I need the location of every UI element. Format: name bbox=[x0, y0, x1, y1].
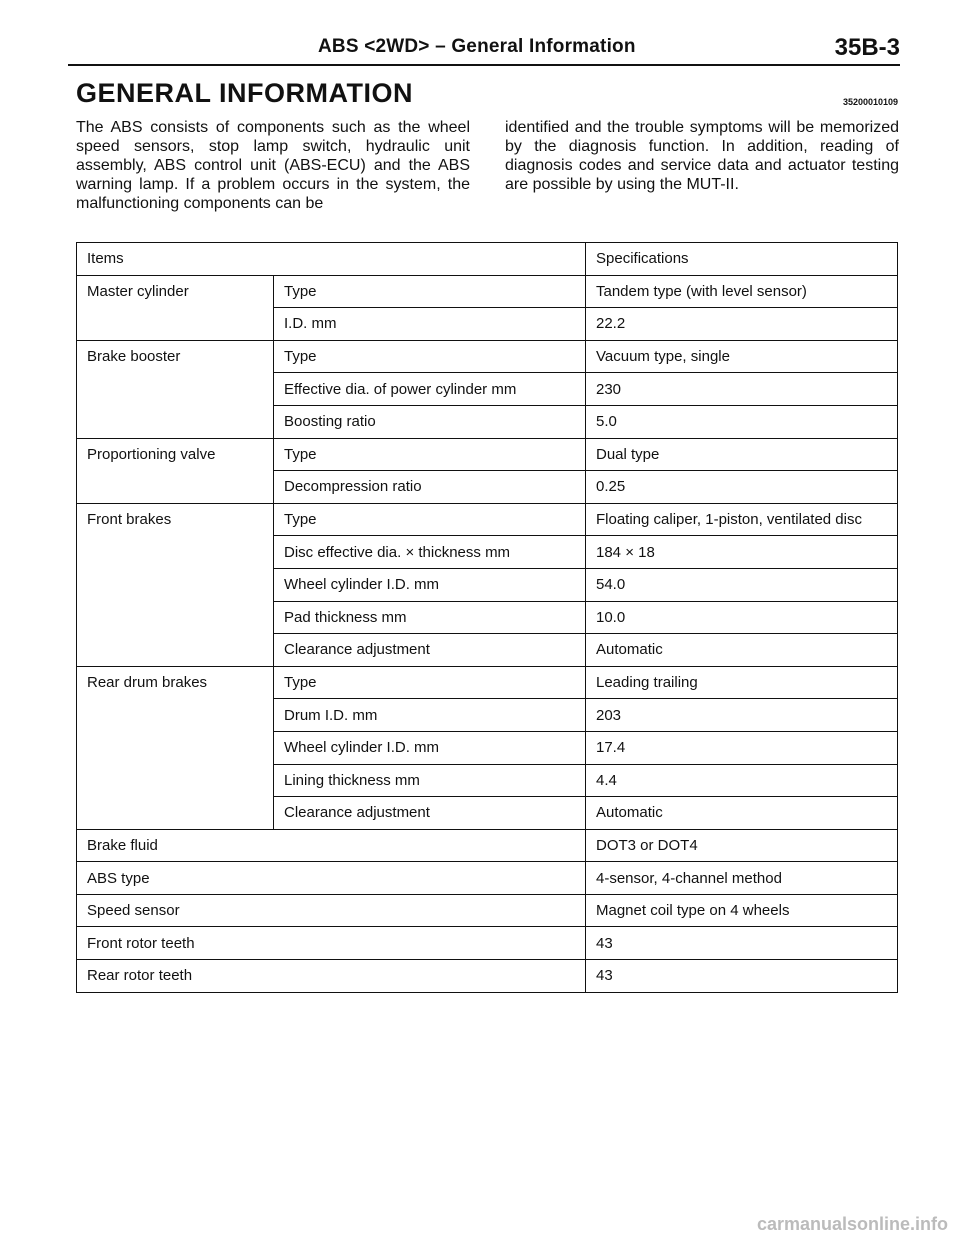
spec-cell: 10.0 bbox=[586, 601, 898, 634]
item-cell: Disc effective dia. × thickness mm bbox=[274, 536, 586, 569]
item-cell: ABS type bbox=[77, 862, 586, 895]
table-row bbox=[77, 960, 898, 993]
table-row bbox=[77, 829, 898, 862]
spec-cell: 17.4 bbox=[586, 731, 898, 764]
spec-cell: Tandem type (with level sensor) bbox=[586, 275, 898, 308]
item-cell: Boosting ratio bbox=[274, 405, 586, 438]
spec-cell: 22.2 bbox=[586, 308, 898, 341]
group-label: Front brakes bbox=[77, 503, 274, 666]
item-cell: Type bbox=[274, 503, 586, 536]
item-cell: Type bbox=[274, 340, 586, 373]
spec-cell: 43 bbox=[586, 960, 898, 993]
table-row bbox=[77, 438, 898, 471]
group-label: Master cylinder bbox=[77, 275, 274, 340]
spec-cell: Automatic bbox=[586, 797, 898, 830]
specifications-header: Specifications bbox=[586, 243, 898, 276]
spec-cell: Floating caliper, 1-piston, ventilated disc bbox=[586, 503, 898, 536]
item-cell: Front rotor teeth bbox=[77, 927, 586, 960]
spec-cell: 230 bbox=[586, 373, 898, 406]
item-cell: Pad thickness mm bbox=[274, 601, 586, 634]
header-rule bbox=[68, 64, 900, 66]
table-row bbox=[77, 275, 898, 308]
group-label: Brake booster bbox=[77, 340, 274, 438]
item-cell: Type bbox=[274, 438, 586, 471]
item-cell: I.D. mm bbox=[274, 308, 586, 341]
group-label: Proportioning valve bbox=[77, 438, 274, 503]
spec-cell: 0.25 bbox=[586, 471, 898, 504]
item-cell: Clearance adjustment bbox=[274, 634, 586, 667]
item-cell: Rear rotor teeth bbox=[77, 960, 586, 993]
spec-cell: 54.0 bbox=[586, 568, 898, 601]
specifications-table bbox=[76, 242, 898, 993]
page-number: 35B-3 bbox=[834, 34, 900, 61]
spec-cell: Leading trailing bbox=[586, 666, 898, 699]
footer-watermark: carmanualsonline.info bbox=[756, 1214, 948, 1234]
table-row bbox=[77, 340, 898, 373]
header-title: ABS <2WD> – General Information bbox=[318, 36, 636, 57]
spec-cell: 203 bbox=[586, 699, 898, 732]
spec-cell: 43 bbox=[586, 927, 898, 960]
item-cell: Wheel cylinder I.D. mm bbox=[274, 568, 586, 601]
spec-cell: Vacuum type, single bbox=[586, 340, 898, 373]
item-cell: Brake fluid bbox=[77, 829, 586, 862]
item-cell: Lining thickness mm bbox=[274, 764, 586, 797]
spec-cell: 5.0 bbox=[586, 405, 898, 438]
spec-cell: Magnet coil type on 4 wheels bbox=[586, 894, 898, 927]
spec-cell: 184 × 18 bbox=[586, 536, 898, 569]
items-header: Items bbox=[77, 243, 586, 276]
table-row bbox=[77, 666, 898, 699]
table-row bbox=[77, 894, 898, 927]
item-cell: Drum I.D. mm bbox=[274, 699, 586, 732]
item-cell: Wheel cylinder I.D. mm bbox=[274, 731, 586, 764]
reference-code: 35200010109 bbox=[842, 97, 898, 107]
spec-cell: Automatic bbox=[586, 634, 898, 667]
spec-cell: Dual type bbox=[586, 438, 898, 471]
spec-cell: DOT3 or DOT4 bbox=[586, 829, 898, 862]
page-header bbox=[68, 34, 900, 66]
group-label: Rear drum brakes bbox=[77, 666, 274, 829]
item-cell: Decompression ratio bbox=[274, 471, 586, 504]
spec-cell: 4-sensor, 4-channel method bbox=[586, 862, 898, 895]
spec-cell: 4.4 bbox=[586, 764, 898, 797]
table-row bbox=[77, 503, 898, 536]
item-cell: Type bbox=[274, 666, 586, 699]
table-row bbox=[77, 927, 898, 960]
item-cell: Effective dia. of power cylinder mm bbox=[274, 373, 586, 406]
item-cell: Clearance adjustment bbox=[274, 797, 586, 830]
item-cell: Speed sensor bbox=[77, 894, 586, 927]
intro-text-left: The ABS consists of components such as the wheel speed sensors, stop lamp switch, hydraulic unit assembly, ABS control unit (ABS-ECU) and the ABS warning lamp. If a problem occurs in the system, the malfunctioning components can be bbox=[76, 119, 470, 212]
intro-text-right: identified and the trouble symptoms will be memorized by the diagnosis function. In addition, reading of diagnosis codes and service data and actuator testing are possible by using the MUT-II. bbox=[505, 119, 899, 193]
item-cell: Type bbox=[274, 275, 586, 308]
table-row bbox=[77, 862, 898, 895]
table-header-row bbox=[77, 243, 898, 276]
section-title: GENERAL INFORMATION bbox=[76, 78, 413, 108]
